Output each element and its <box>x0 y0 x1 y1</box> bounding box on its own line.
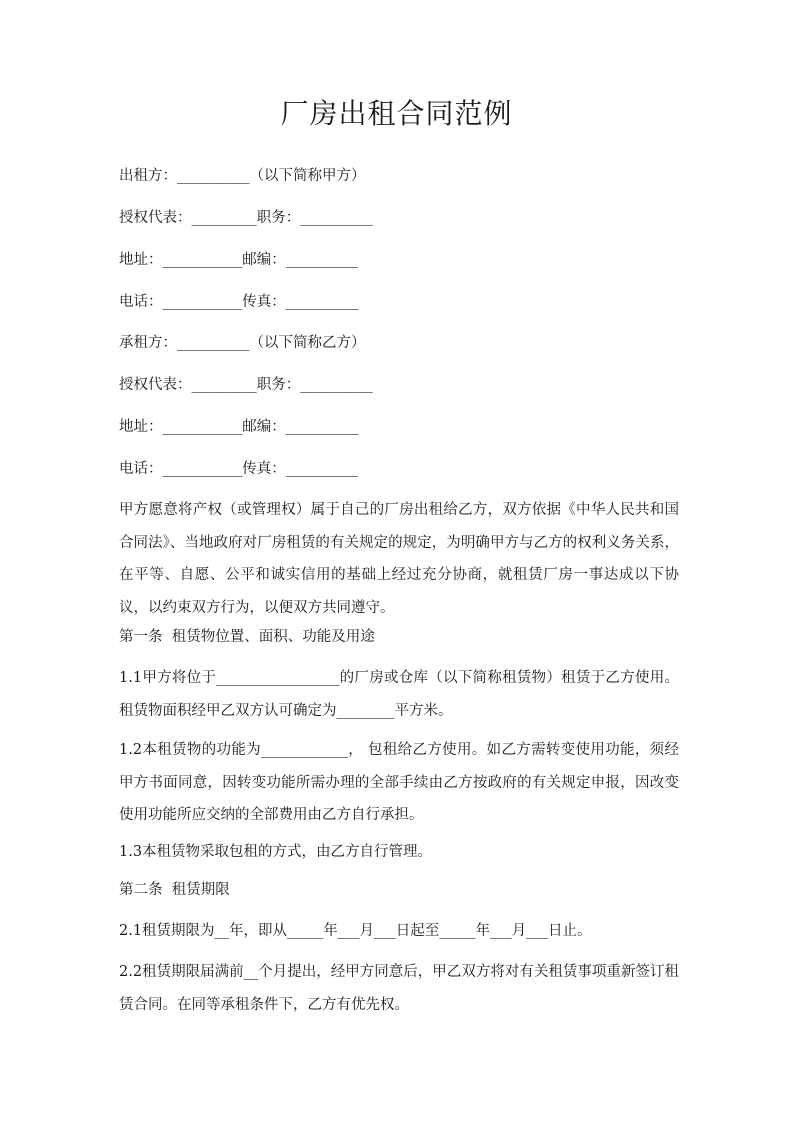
lessor-phone-line: 电话：___________传真：__________ <box>119 294 359 310</box>
lessee-line: 承租方：__________（以下简称乙方） <box>119 335 366 351</box>
document-title: 厂房出租合同范例 <box>280 97 513 130</box>
lessor-address-line: 地址：___________邮编：__________ <box>119 252 359 268</box>
preamble-paragraph: 甲方愿意将产权（或管理权）属于自己的厂房出租给乙方，双方依据《中华人民共和国合同法》、当地政府对厂房租赁的有关规定的规定，为明确甲方与乙方的权利义务关系，在平等、自愿、公平和诚实信用的基础上经过充分协商，就租赁厂房一事达成以下协议，以约束双方行为，以便双方共同遵守。 <box>119 502 679 616</box>
lessor-representative-line: 授权代表：_________职务：__________ <box>119 210 373 226</box>
lessee-representative-line: 授权代表：_________职务：__________ <box>119 377 373 393</box>
lessee-address-line: 地址：___________邮编：__________ <box>119 419 359 435</box>
lessee-phone-line: 电话：___________传真：__________ <box>119 461 359 477</box>
clause-2-1: 2.1租赁期限为__年，即从_____年___月___日起至_____年___月___日止。 <box>119 923 592 939</box>
article-1-heading: 第一条 租赁物位置、面积、功能及用途 <box>119 629 375 645</box>
article-2-heading: 第二条 租赁期限 <box>119 882 230 898</box>
clause-2-2: 2.2租赁期限届满前__个月提出，经甲方同意后，甲乙双方将对有关租赁事项重新签订租赁合同。在同等承租条件下，乙方有优先权。 <box>119 964 679 1013</box>
clause-1-2: 1.2本租赁物的功能为____________， 包租给乙方使用。如乙方需转变使用功能，须经甲方书面同意，因转变功能所需办理的全部手续由乙方按政府的有关规定申报，因改变使用功能所应交纳的全部费用由乙方自行承担。 <box>119 742 679 823</box>
lessor-line: 出租方：__________（以下简称甲方） <box>119 168 366 184</box>
clause-1-1: 1.1甲方将位于_________________的厂房或仓库（以下简称租赁物）租赁于乙方使用。租赁物面积经甲乙双方认可确定为________平方米。 <box>119 670 679 719</box>
clause-1-3: 1.3本租赁物采取包租的方式，由乙方自行管理。 <box>119 844 433 860</box>
